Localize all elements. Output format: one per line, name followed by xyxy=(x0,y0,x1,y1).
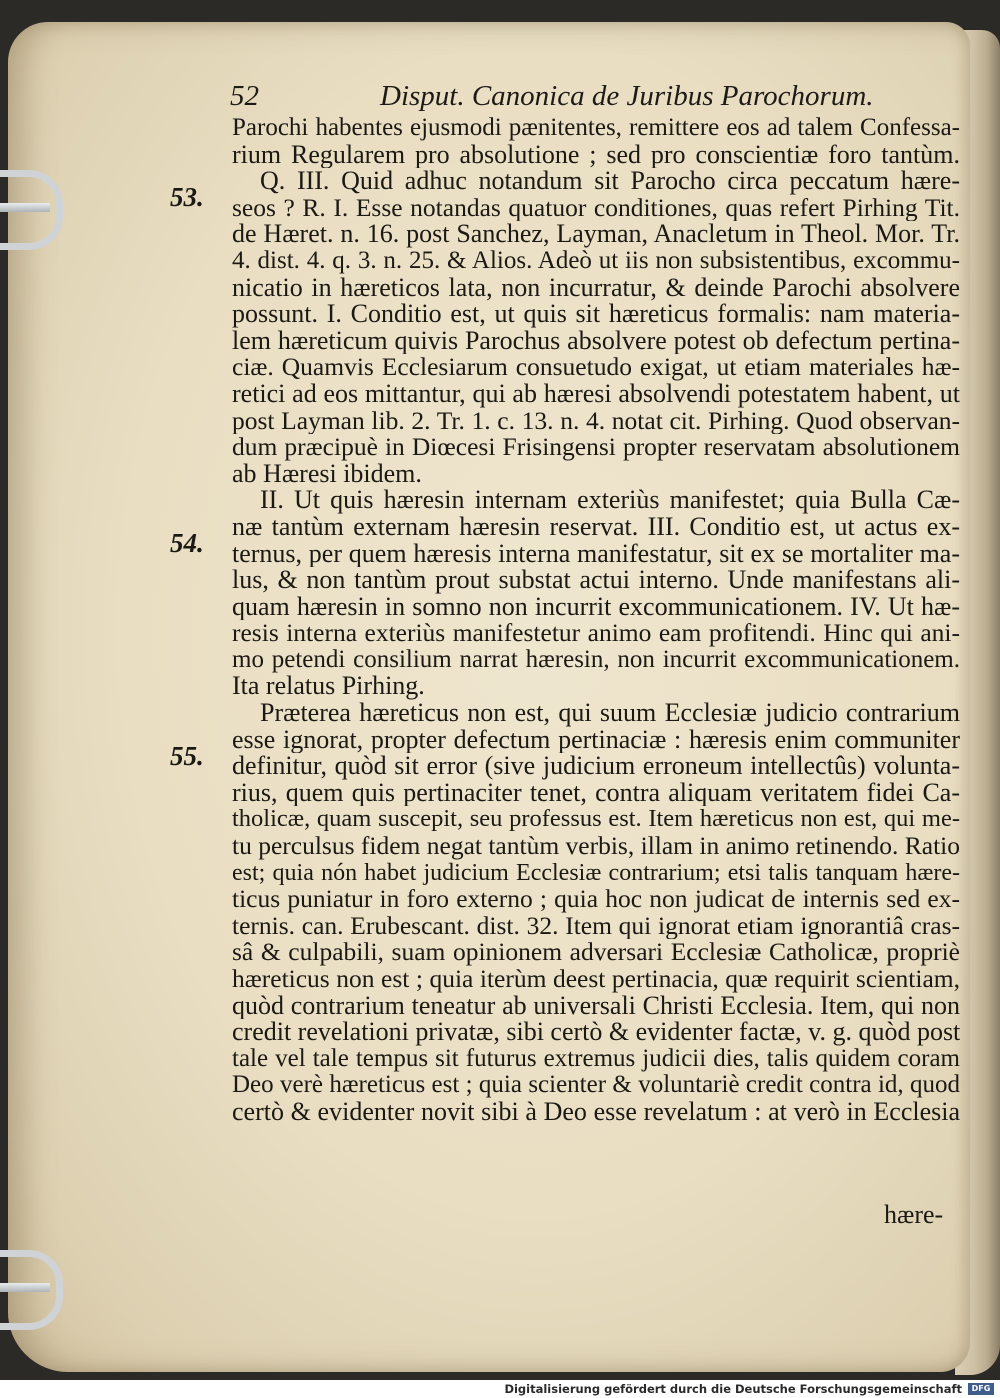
text-line: Præterea hæreticus non est, qui suum Ecclesiæ judicio contrarium xyxy=(260,700,960,727)
text-line: ticus puniatur in foro externo ; quia hoc non judicat de internis sed ex- xyxy=(232,886,960,913)
text-line: Deo verè hæreticus est ; quia scienter & voluntariè credit contra id, quod xyxy=(232,1072,960,1099)
text-line: mo petendi consilium narrat hæresin, non incurrit excommunicationem. xyxy=(232,646,960,673)
text-line: rium Regularem pro absolutione ; sed pro conscientiæ foro tantùm. xyxy=(232,141,960,169)
page-clip-bottom-shaft xyxy=(0,1283,50,1292)
text-line: lus, & non tantùm prout substat actui interno. Unde manifestans ali- xyxy=(232,567,960,594)
text-line: quam hæresin in somno non incurrit excommunicationem. IV. Ut hæ- xyxy=(232,593,960,621)
text-line: sâ & culpabili, suam opinionem adversari Ecclesiæ Catholicæ, propriè xyxy=(232,939,960,966)
text-line: possunt. I. Conditio est, ut quis sit hæreticus formalis: nam materia- xyxy=(232,301,960,328)
text-line: est; quia nón habet judicium Ecclesiæ contrarium; etsi talis tanquam hære- xyxy=(232,859,960,886)
page-clip-top-shaft xyxy=(0,203,50,212)
text-line: tale vel tale tempus sit futurus extremus judicii dies, talis quidem coram xyxy=(232,1045,960,1072)
text-line: Ita relatus Pirhing. xyxy=(232,673,425,701)
text-line: hæreticus non est ; quia iterùm deest pertinacia, quæ requirit scientiam, xyxy=(232,966,960,993)
text-line: definitur, quòd sit error (sive judicium erroneum intellectûs) volunta- xyxy=(232,753,960,780)
dfg-logo: DFG xyxy=(968,1383,994,1395)
text-line: ab Hæresi ibidem. xyxy=(232,460,422,488)
margin-number: 54. xyxy=(170,528,204,558)
text-line: II. Ut quis hæresin internam exteriùs manifestet; quia Bulla Cæ- xyxy=(260,487,960,514)
text-line: dum præcipuè in Diœcesi Frisingensi propter reservatam absolutionem xyxy=(232,434,960,461)
text-line: ternis. can. Erubescant. dist. 32. Item qui ignorat etiam ignorantiâ cras- xyxy=(232,912,960,940)
text-line: ternus, per quem hæresis interna manifestatur, sit ex se mortaliter ma- xyxy=(232,540,960,568)
text-line: nicatio in hæreticos lata, non incurratur, & deinde Parochi absolvere xyxy=(232,274,960,302)
funding-credit: Digitalisierung gefördert durch die Deutsche Forschungsgemeinschaft xyxy=(504,1382,962,1396)
text-line: tholicæ, quam suscepit, seu professus est. Item hæreticus non est, qui me- xyxy=(232,806,960,833)
text-line: næ tantùm externam hæresin reservat. III. Conditio est, ut actus ex- xyxy=(232,513,960,541)
page-header xyxy=(230,80,874,116)
text-line: lem hæreticum quivis Parochus absolvere potest ob defectum pertina- xyxy=(232,327,960,355)
text-line: de Hæret. n. 16. post Sanchez, Layman, Anacletum in Theol. Mor. Tr. xyxy=(232,221,960,248)
page-number: 52 xyxy=(230,80,259,112)
text-line: credit revelationi privatæ, sibi certò & evidenter factæ, v. g. quòd post xyxy=(232,1019,960,1046)
text-line: certò & evidenter novit sibi à Deo esse revelatum : at verò in Ecclesia xyxy=(232,1098,960,1126)
body-text xyxy=(160,115,960,1126)
margin-number: 53. xyxy=(170,182,204,212)
catchword: hære- xyxy=(884,1200,944,1229)
text-line: tu perculsus fidem negat tantùm verbis, illam in animo retinendo. Ratio xyxy=(232,833,960,860)
text-line: post Layman lib. 2. Tr. 1. c. 13. n. 4. notat cit. Pirhing. Quod observan- xyxy=(232,407,960,435)
text-line: esse ignorat, propter defectum pertinaciæ : hæresis enim communiter xyxy=(232,726,960,754)
text-line: ciæ. Quamvis Ecclesiarum consuetudo exigat, ut etiam materiales hæ- xyxy=(232,354,960,381)
text-line: seos ? R. I. Esse notandas quatuor conditiones, quas refert Pirhing Tit. xyxy=(232,194,960,222)
text-line: resis interna exteriùs manifestetur animo eam profitendi. Hinc qui ani- xyxy=(232,620,960,647)
margin-number: 55. xyxy=(170,741,204,771)
text-line: retici ad eos mittantur, qui ab hæresi absolvendi potestatem habent, ut xyxy=(232,380,960,408)
text-line: quòd contrarium teneatur ab universali Christi Ecclesia. Item, qui non xyxy=(232,992,960,1020)
running-head: Disput. Canonica de Juribus Parochorum. xyxy=(380,80,874,112)
text-line: Parochi habentes ejusmodi pænitentes, remittere eos ad talem Confessa- xyxy=(232,115,960,141)
text-line: Q. III. Quid adhuc notandum sit Parocho circa peccatum hære- xyxy=(260,168,960,195)
footer-bar xyxy=(0,1380,1000,1398)
text-line: 4. dist. 4. q. 3. n. 25. & Alios. Adeò ut iis non subsistentibus, excommu- xyxy=(232,247,960,274)
text-line: rius, quem quis pertinaciter tenet, contra aliquam veritatem fidei Ca- xyxy=(232,779,960,807)
